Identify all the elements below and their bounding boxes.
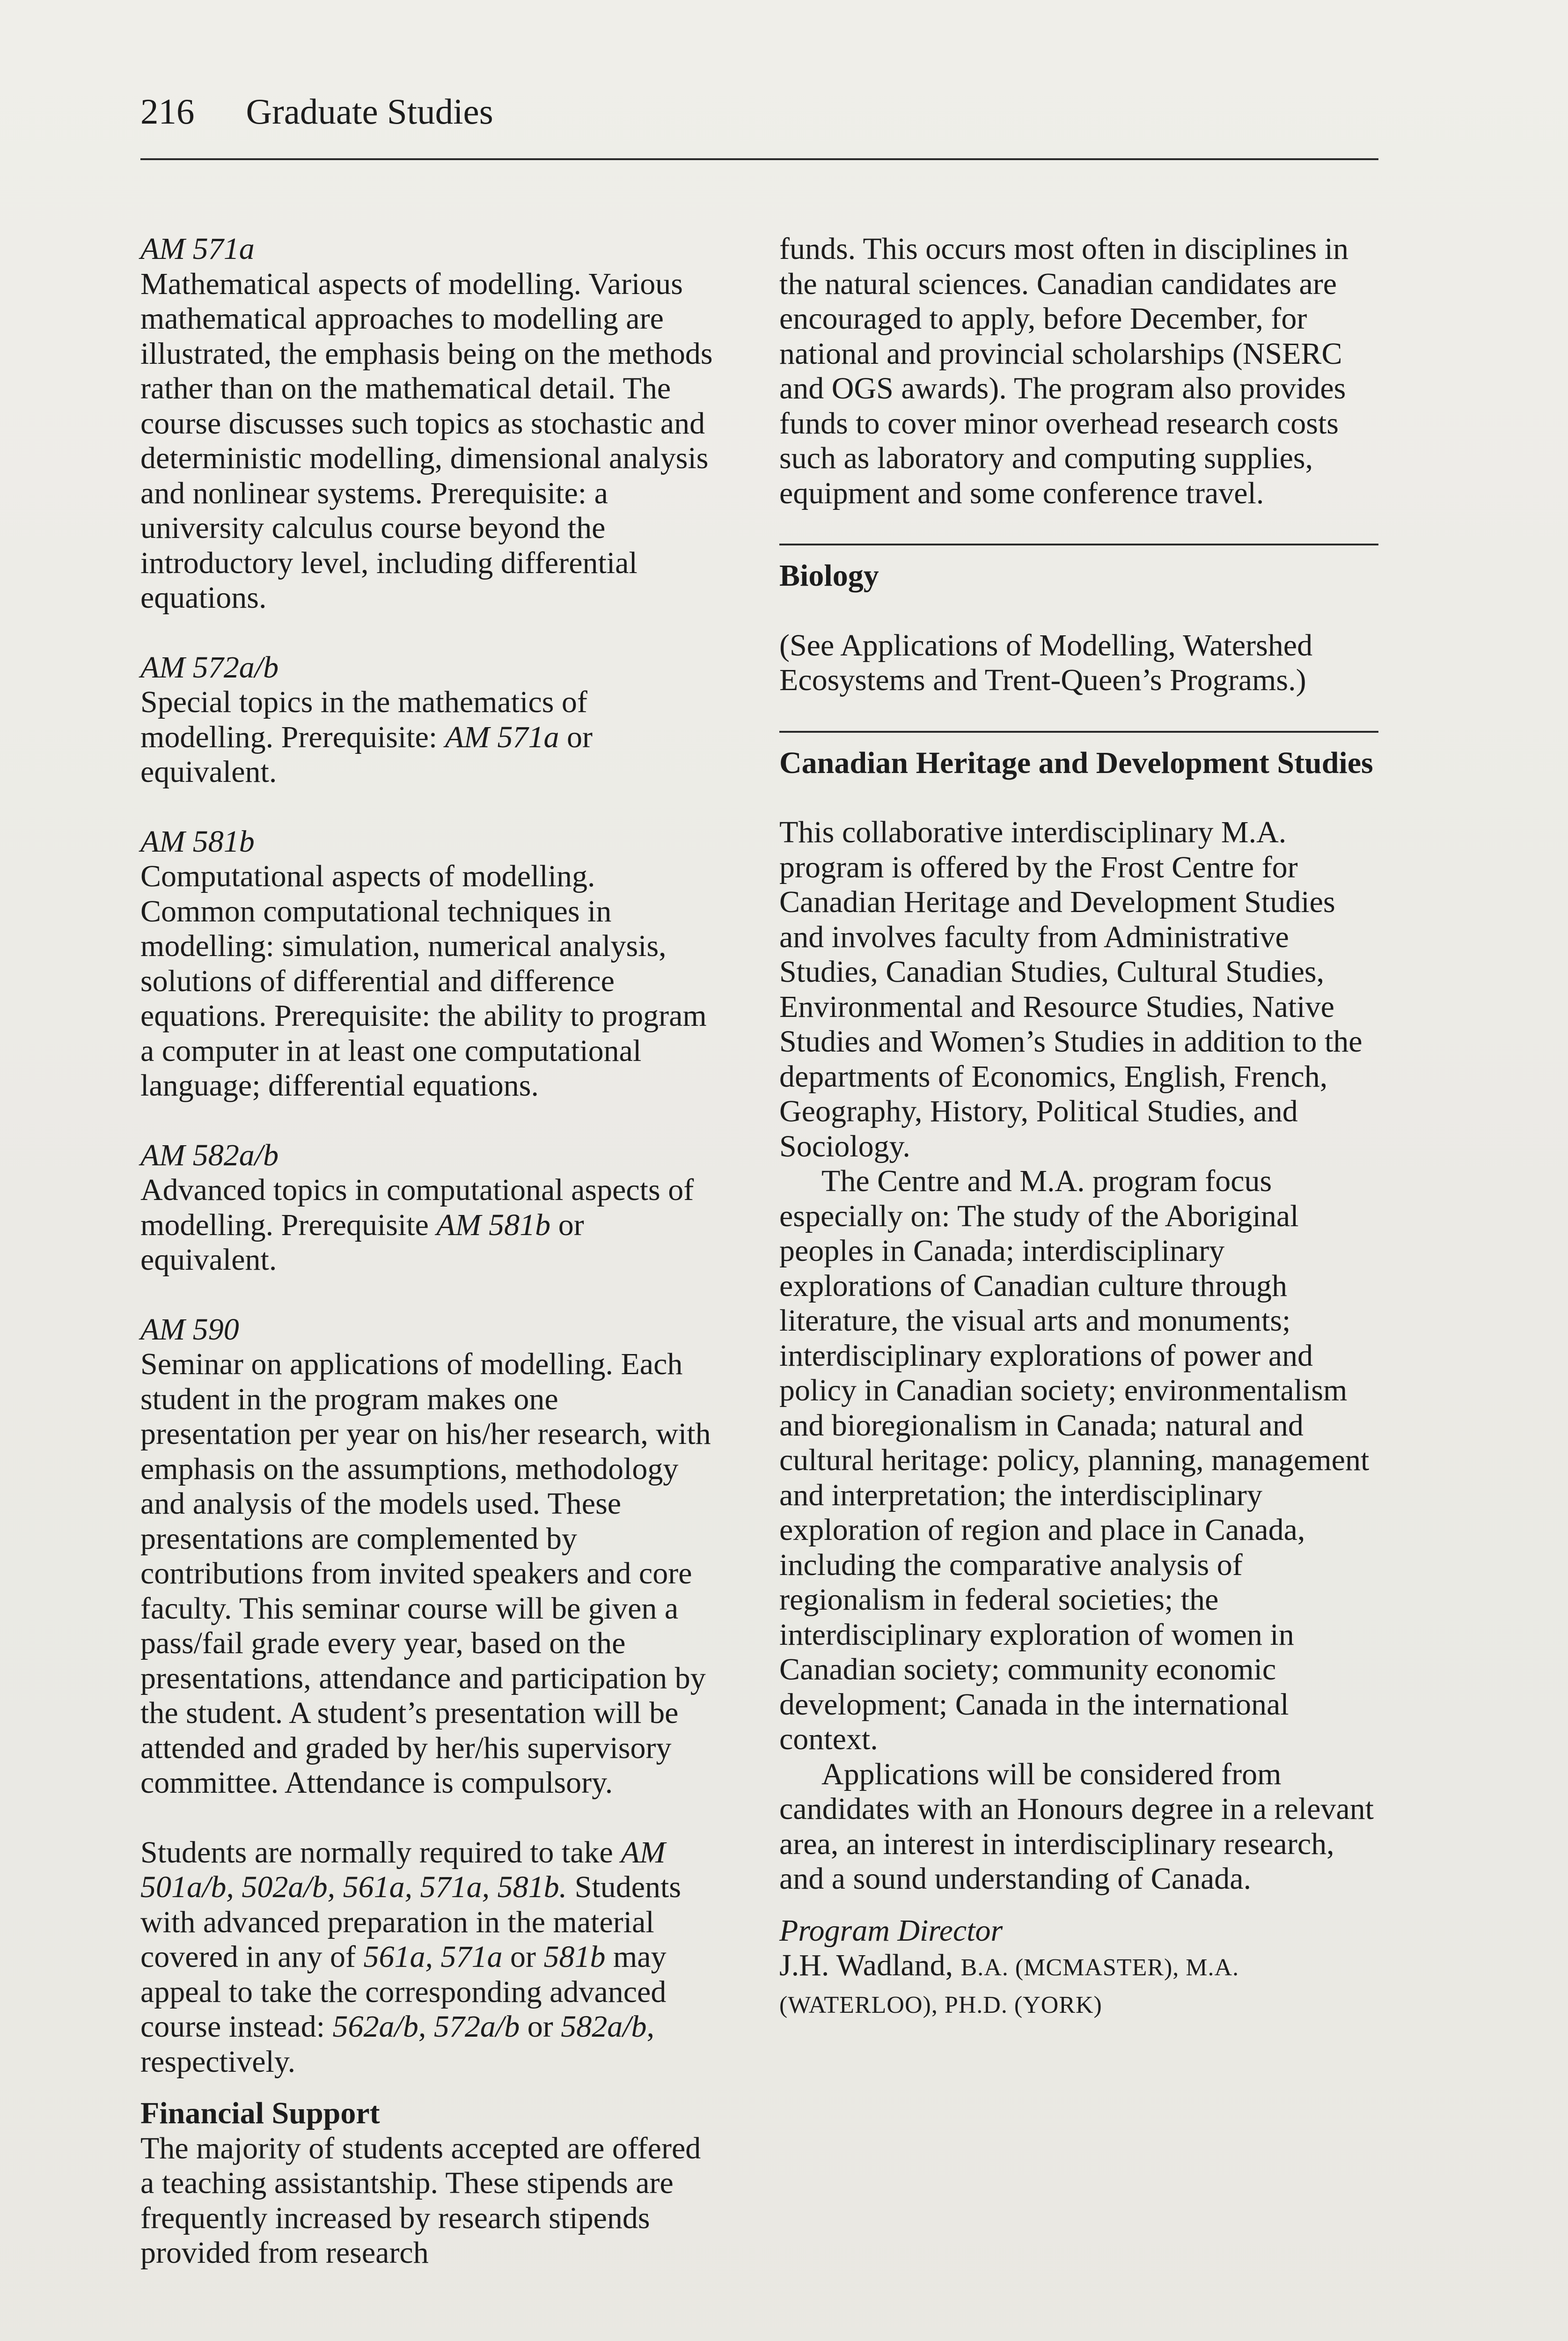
requirements-paragraph <box>140 1835 716 2080</box>
course-reference: AM 581b <box>436 1207 551 1242</box>
course-description: Mathematical aspects of modelling. Various mathematical approaches to modelling are illustrated, the emphasis being on the methods rather than on the mathematical detail. The course discusses such topics as stochastic and deterministic modelling, dimensional analysis and nonlinear systems. Prerequisite: a university calculus course beyond the introductory level, including differential equations. <box>140 266 713 615</box>
course-reference: 581b <box>543 1940 606 1974</box>
financial-support-continuation: funds. This occurs most often in disciplines in the natural sciences. Canadian candidates are encouraged to apply, before December, for national and provincial scholarships (NSERC and OGS awards). The program also provides funds to cover minor overhead research costs such as laboratory and computing supplies, equipment and some conference travel. <box>779 232 1349 510</box>
spacer <box>779 780 1378 815</box>
spacer <box>140 2079 716 2096</box>
course-reference: 582a/b <box>561 2010 647 2044</box>
requirements-text: Students with advanced preparation in the material covered in any of <box>140 1870 681 1974</box>
header-rule <box>140 158 1378 160</box>
description-text: or equivalent. <box>140 720 593 789</box>
director-credentials: B.A. (MCMASTER), M.A. (WATERLOO), PH.D. (YORK) <box>779 1954 1239 2018</box>
requirements-text: or <box>520 2010 561 2044</box>
course-description: Computational aspects of modelling. Common computational techniques in modelling: simulation, numerical analysis, solutions of differential and difference equations. Prerequisite: the ability to program a computer in at least one computational language; differential equations. <box>140 859 707 1103</box>
spacer <box>779 698 1378 731</box>
biology-text: (See Applications of Modelling, Watershed Ecosystems and Trent-Queen’s Programs.) <box>779 628 1313 697</box>
spacer <box>779 511 1378 544</box>
course-code: AM 572a/b <box>140 650 279 685</box>
course-reference: 561a, 571a <box>363 1940 503 1974</box>
course-entry <box>140 232 716 616</box>
course-description <box>140 1173 716 1278</box>
chds-paragraph: The Centre and M.A. program focus especially on: The study of the Aboriginal peoples in Canada; interdisciplinary explorations of Canadian culture through literature, the visual arts and monuments; interdisciplinary explorations of power and policy in Canadian society; environmentalism and bioregionalism in Canada; natural and cultural heritage: policy, planning, management and interpretation; the interdisciplinary exploration of region and place in Canada, including the comparative analysis of regionalism in federal societies; the interdisciplinary exploration of women in Canadian society; community economic development; Canada in the international context. <box>779 1164 1370 1756</box>
course-entry <box>140 825 716 1104</box>
course-entry <box>140 650 716 790</box>
course-reference: 562a/b, 572a/b <box>332 2010 520 2044</box>
course-code: AM 590 <box>140 1312 239 1347</box>
financial-support-heading: Financial Support <box>140 2096 380 2130</box>
running-head <box>140 89 493 134</box>
course-reference: AM 571a <box>445 720 559 754</box>
financial-support-text: The majority of students accepted are offered a teaching assistantship. These stipends are frequently increased by research stipends provided from research <box>140 2131 701 2270</box>
chds-paragraph: This collaborative interdisciplinary M.A. program is offered by the Frost Centre for Canadian Heritage and Development Studies and involves faculty from Administrative Studies, Canadian Studies, Cultural Studies, Environmental and Resource Studies, Native Studies and Women’s Studies in addition to the departments of Economics, English, French, Geography, History, Political Studies, and Sociology. <box>779 815 1363 1163</box>
spacer <box>779 545 1378 559</box>
biology-heading: Biology <box>779 559 879 593</box>
chds-heading: Canadian Heritage and Development Studies <box>779 745 1373 780</box>
spacer <box>779 1897 1378 1914</box>
requirements-text: or <box>502 1940 544 1974</box>
requirements-text: Students are normally required to take <box>140 1835 621 1870</box>
course-entry <box>140 1312 716 1801</box>
page-number: 216 <box>140 91 195 132</box>
course-description <box>140 685 716 790</box>
left-column <box>140 232 716 2271</box>
description-text: or equivalent. <box>140 1207 584 1277</box>
course-entry <box>140 1138 716 1278</box>
chds-paragraph: Applications will be considered from candidates with an Honours degree in a relevant area, an interest in interdisciplinary research, and a sound understanding of Canada. <box>779 1757 1374 1896</box>
course-code: AM 582a/b <box>140 1138 279 1172</box>
course-code: AM 581b <box>140 824 255 859</box>
description-text: Special topics in the mathematics of modelling. Prerequisite: <box>140 685 587 754</box>
right-column <box>779 232 1378 2023</box>
running-title: Graduate Studies <box>246 91 493 132</box>
spacer <box>140 1801 716 1835</box>
program-director <box>779 1948 1378 2023</box>
spacer <box>779 594 1378 628</box>
description-text: Advanced topics in computational aspects of modelling. Prerequisite <box>140 1173 694 1242</box>
requirements-text: may appeal to take the corresponding advanced course instead: <box>140 1940 667 2044</box>
director-name: J.H. Wadland, <box>779 1948 961 1982</box>
course-code: AM 571a <box>140 232 255 266</box>
course-description: Seminar on applications of modelling. Each student in the program makes one presentation per year on his/her research, with emphasis on the assumptions, methodology and analysis of the models used. These presentations are complemented by contributions from invited speakers and core faculty. This seminar course will be given a pass/fail grade every year, based on the presentations, attendance and participation by the student. A student’s presentation will be attended and graded by her/his supervisory committee. Attendance is compulsory. <box>140 1347 711 1800</box>
requirements-text: , respectively. <box>140 2010 655 2079</box>
spacer <box>779 733 1378 746</box>
course-reference: AM 501a/b, 502a/b, 561a, 571a, 581b. <box>140 1835 666 1904</box>
program-director-label: Program Director <box>779 1913 1003 1948</box>
